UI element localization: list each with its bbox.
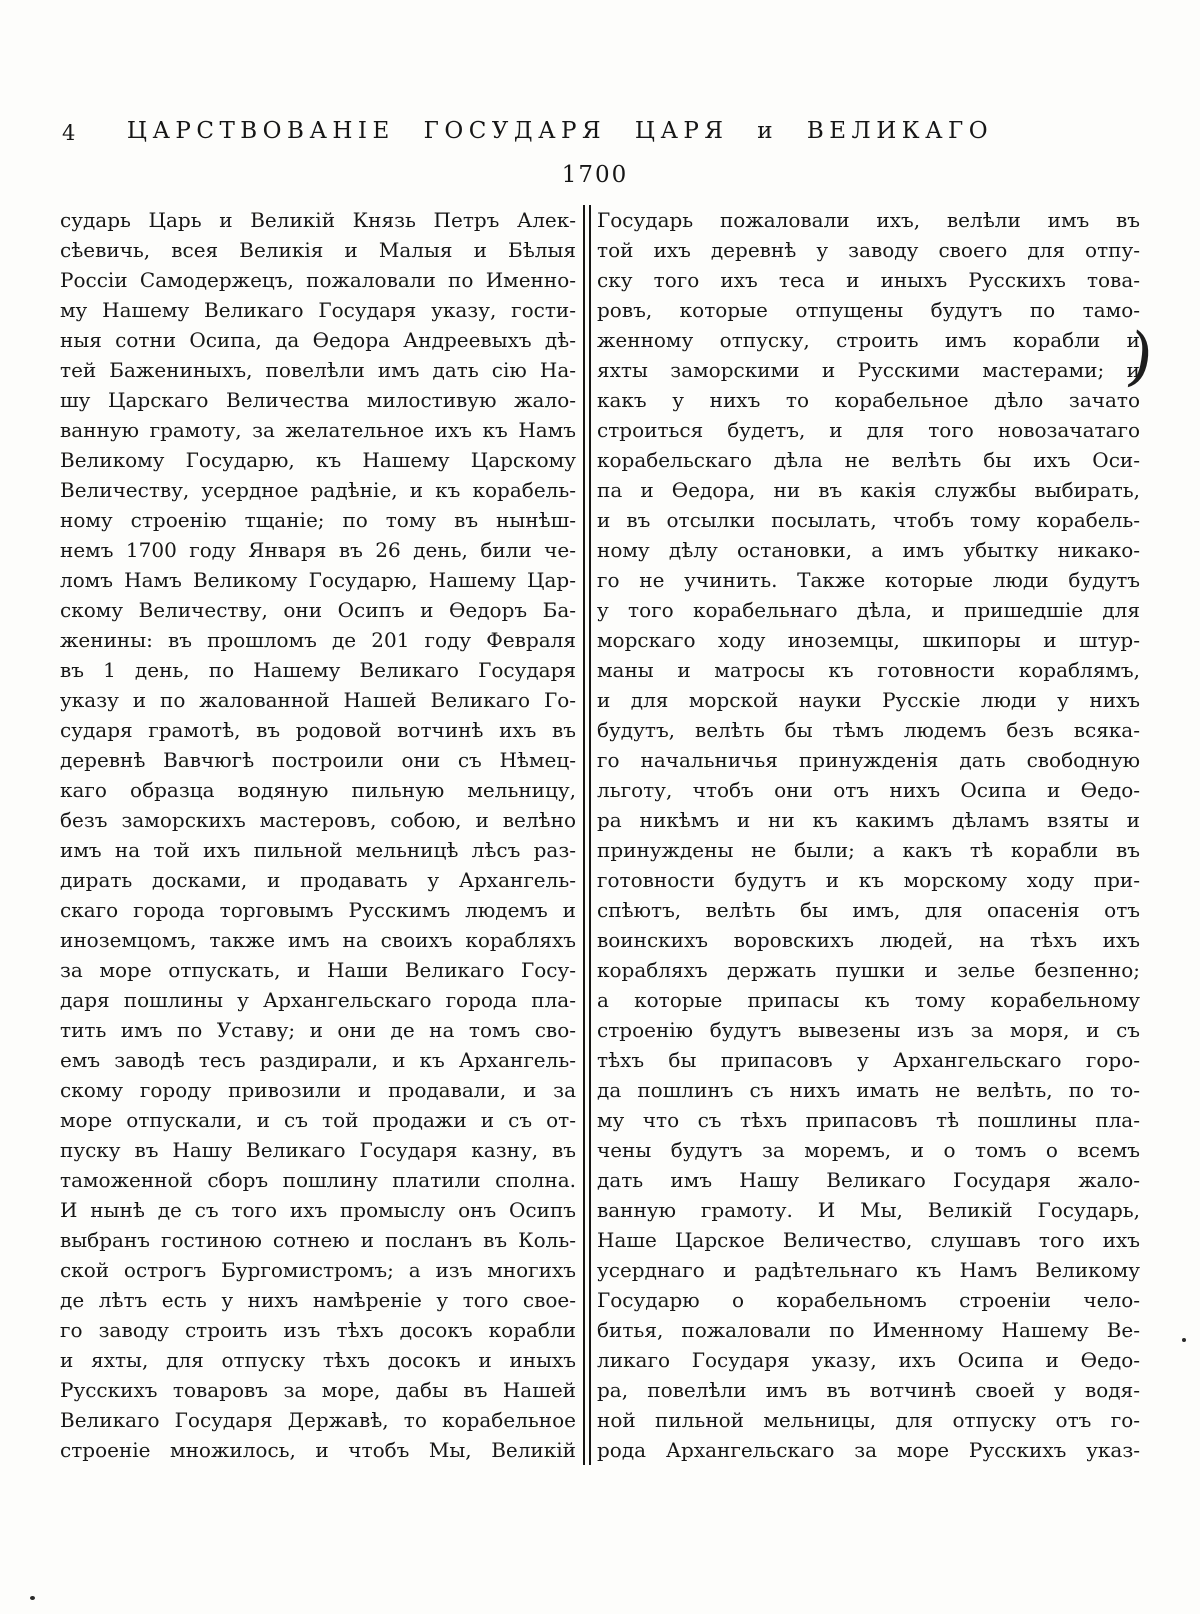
margin-bracket-mark: )	[1122, 319, 1159, 397]
text-line: му что съ тѣхъ припасовъ тѣ пошлины пла-	[597, 1108, 1140, 1132]
text-line: ликаго Государя указу, ихъ Осипа и Ѳедо-	[597, 1348, 1140, 1372]
text-line: будутъ, велѣть бы тѣмъ людемъ безъ всяка-	[597, 718, 1140, 742]
text-line: морскаго ходу иноземцы, шкипоры и штур-	[597, 628, 1140, 652]
text-line: таможенной сборъ пошлину платили сполна.	[60, 1168, 576, 1192]
text-line: даря пошлины у Архангельскаго города пла-	[60, 988, 576, 1012]
text-line: Величеству, усердное радѣніе, и къ корабель-	[60, 478, 576, 502]
text-line: па и Ѳедора, ни въ какія службы выбирать,	[597, 478, 1140, 502]
text-line: ра, повелѣли имъ въ вотчинѣ своей у водя-	[597, 1378, 1140, 1402]
text-line: ломъ Намъ Великому Государю, Нашему Цар-	[60, 568, 576, 592]
text-line: тей Бажениныхъ, повелѣли имъ дать сію На-	[60, 358, 576, 382]
ink-speck	[30, 1596, 35, 1600]
text-line: емъ заводѣ тесъ раздирали, и къ Архангель-	[60, 1048, 576, 1072]
text-line: ванную грамоту, за желательное ихъ къ Намъ	[60, 418, 576, 442]
ink-speck	[1182, 1338, 1186, 1342]
text-columns	[60, 205, 1140, 1465]
left-column	[60, 205, 576, 1465]
text-line: яхты заморскими и Русскими мастерами; и	[597, 358, 1140, 382]
column-divider-rule	[583, 205, 591, 1465]
year-heading: 1700	[561, 162, 629, 188]
right-column	[597, 205, 1140, 1465]
text-line: Русскихъ товаровъ за море, дабы въ Нашей	[60, 1378, 576, 1402]
text-line: ску того ихъ теса и иныхъ Русскихъ това-	[597, 268, 1140, 292]
text-line: Государь пожаловали ихъ, велѣли имъ въ	[597, 208, 1140, 232]
text-line: и въ отсылки посылать, чтобъ тому корабель-	[597, 508, 1140, 532]
text-line: шу Царскаго Величества милостивую жало-	[60, 388, 576, 412]
text-line: спѣютъ, велѣть бы имъ, для опасенія отъ	[597, 898, 1140, 922]
text-line: скаго города торговымъ Русскимъ людемъ и	[60, 898, 576, 922]
text-line: да пошлинъ съ нихъ имать не велѣть, по то-	[597, 1078, 1140, 1102]
text-line: ной пильной мельницы, для отпуску отъ го-	[597, 1408, 1140, 1432]
text-line: каго образца водяную пильную мельницу,	[60, 778, 576, 802]
text-line: Великаго Государя Державѣ, то корабельное	[60, 1408, 576, 1432]
text-line: усерднаго и радѣтельнаго къ Намъ Великому	[597, 1258, 1140, 1282]
text-line: строенію будутъ вывезены изъ за моря, и съ	[597, 1018, 1140, 1042]
text-line: иноземцомъ, также имъ на своихъ корабляхъ	[60, 928, 576, 952]
text-line: чены будутъ за моремъ, и о томъ о всемъ	[597, 1138, 1140, 1162]
text-line: Великому Государю, къ Нашему Царскому	[60, 448, 576, 472]
text-line: женному отпуску, строить имъ корабли и	[597, 328, 1140, 352]
text-line: и для морской науки Русскіе люди у нихъ	[597, 688, 1140, 712]
text-line: де лѣтъ есть у нихъ намѣреніе у того свое-	[60, 1288, 576, 1312]
text-line: корабляхъ держать пушки и зелье безпенно;	[597, 958, 1140, 982]
text-line: И нынѣ де съ того ихъ промыслу онъ Осипъ	[60, 1198, 576, 1222]
text-line: пуску въ Нашу Великаго Государя казну, въ	[60, 1138, 576, 1162]
text-line: безъ заморскихъ мастеровъ, собою, и велѣно	[60, 808, 576, 832]
text-line: ра никѣмъ и ни къ какимъ дѣламъ взяты и	[597, 808, 1140, 832]
page-number: 4	[62, 121, 77, 145]
text-line: битья, пожаловали по Именному Нашему Ве-	[597, 1318, 1140, 1342]
text-line: ванную грамоту. И Мы, Великій Государь,	[597, 1198, 1140, 1222]
text-line: му Нашему Великаго Государя указу, гости-	[60, 298, 576, 322]
text-line: Государю о корабельномъ строеніи чело-	[597, 1288, 1140, 1312]
text-line: въ 1 день, по Нашему Великаго Государя	[60, 658, 576, 682]
text-line: ному строенію тщаніе; по тому въ нынѣш-	[60, 508, 576, 532]
text-line: го не учинить. Также которые люди будутъ	[597, 568, 1140, 592]
text-line: го начальничья принужденія дать свободную	[597, 748, 1140, 772]
text-line: дирать досками, и продавать у Архангель-	[60, 868, 576, 892]
text-line: ныя сотни Осипа, да Ѳедора Андреевыхъ дѣ-	[60, 328, 576, 352]
text-line: сѣевичь, всея Великія и Малыя и Бѣлыя	[60, 238, 576, 262]
text-line: маны и матросы къ готовности кораблямъ,	[597, 658, 1140, 682]
text-line: сударь Царь и Великій Князь Петръ Алек-	[60, 208, 576, 232]
text-line: указу и по жалованной Нашей Великаго Го-	[60, 688, 576, 712]
text-line: тить имъ по Уставу; и они де на томъ сво-	[60, 1018, 576, 1042]
text-line: готовности будутъ и къ морскому ходу при-	[597, 868, 1140, 892]
text-line: воинскихъ воровскихъ людей, на тѣхъ ихъ	[597, 928, 1140, 952]
text-line: строиться будетъ, и для того новозачатаго	[597, 418, 1140, 442]
text-line: дать имъ Нашу Великаго Государя жало-	[597, 1168, 1140, 1192]
text-line: у того корабельнаго дѣла, и пришедшіе для	[597, 598, 1140, 622]
text-line: а которые припасы къ тому корабельному	[597, 988, 1140, 1012]
text-line: немъ 1700 году Января въ 26 день, били че-	[60, 538, 576, 562]
text-line: тѣхъ бы припасовъ у Архангельскаго горо-	[597, 1048, 1140, 1072]
text-line: льготу, чтобъ они отъ нихъ Осипа и Ѳедо-	[597, 778, 1140, 802]
text-line: принуждены не были; а какъ тѣ корабли въ	[597, 838, 1140, 862]
text-line: ному дѣлу остановки, а имъ убытку никако-	[597, 538, 1140, 562]
text-line: корабельскаго дѣла не велѣть бы ихъ Оси-	[597, 448, 1140, 472]
text-line: строеніе множилось, и чтобъ Мы, Великій	[60, 1438, 576, 1462]
text-line: море отпускали, и съ той продажи и съ от-	[60, 1108, 576, 1132]
text-line: сударя грамотѣ, въ родовой вотчинѣ ихъ въ	[60, 718, 576, 742]
text-line: го заводу строить изъ тѣхъ досокъ корабли	[60, 1318, 576, 1342]
text-line: какъ у нихъ то корабельное дѣло зачато	[597, 388, 1140, 412]
text-line: ской острогъ Бургомистромъ; а изъ многихъ	[60, 1258, 576, 1282]
text-line: Россіи Самодержецъ, пожаловали по Именно-	[60, 268, 576, 292]
text-line: деревнѣ Вавчюгѣ построили они съ Нѣмец-	[60, 748, 576, 772]
text-line: скому городу привозили и продавали, и за	[60, 1078, 576, 1102]
text-line: рода Архангельскаго за море Русскихъ указ-	[597, 1438, 1140, 1462]
text-line: Наше Царское Величество, слушавъ того ихъ	[597, 1228, 1140, 1252]
text-line: ровъ, которые отпущены будутъ по тамо-	[597, 298, 1140, 322]
text-line: и яхты, для отпуску тѣхъ досокъ и иныхъ	[60, 1348, 576, 1372]
text-line: женины: въ прошломъ де 201 году Февраля	[60, 628, 576, 652]
running-title: ЦАРСТВОВАНІЕ ГОСУДАРЯ ЦАРЯ и ВЕЛИКАГО	[126, 118, 994, 144]
text-line: выбранъ гостиною сотнею и посланъ въ Коль-	[60, 1228, 576, 1252]
text-line: той ихъ деревнѣ у заводу своего для отпу-	[597, 238, 1140, 262]
text-line: имъ на той ихъ пильной мельницѣ лѣсъ раз-	[60, 838, 576, 862]
text-line: за море отпускать, и Наши Великаго Госу-	[60, 958, 576, 982]
text-line: скому Величеству, они Осипъ и Ѳедоръ Ба-	[60, 598, 576, 622]
